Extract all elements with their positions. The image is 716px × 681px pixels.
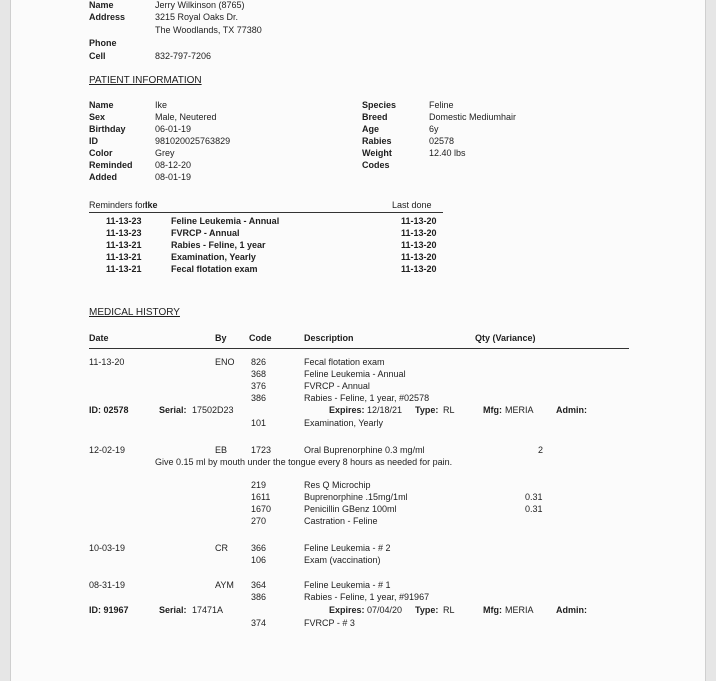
item-code: 386 [251,592,267,602]
owner-address-line2: The Woodlands, TX 77380 [155,25,262,35]
vaccine-serial-label: Serial: [159,605,187,615]
patient-value: 08-01-19 [155,172,192,182]
vaccine-type: RL [443,405,455,415]
item-code: 374 [251,618,267,628]
item-qty: 0.31 [525,492,543,502]
vaccine-admin-label: Admin: [556,605,587,615]
item-code: 376 [251,381,267,391]
column-header-date: Date [89,333,109,343]
patient-value: Male, Neutered [155,112,217,122]
item-description: Examination, Yearly [304,418,384,428]
reminder-desc: FVRCP - Annual [171,228,240,238]
reminder-date: 11-13-21 [106,240,142,250]
owner-phone-label: Phone [89,38,117,48]
reminder-last-done: 11-13-20 [401,264,437,274]
visit-date: 11-13-20 [89,357,125,367]
owner-name: Jerry Wilkinson (8765) [155,0,245,10]
patient-value: 981020025763829 [155,136,231,146]
patient-value: 6y [429,124,439,134]
patient-label: ID [89,136,98,146]
item-qty: 0.31 [525,504,543,514]
column-header-qty: Qty (Variance) [475,333,536,343]
vaccine-id: ID: 02578 [89,405,129,415]
patient-value: Domestic Mediumhair [429,112,517,122]
patient-value: 02578 [429,136,455,146]
vaccine-type: RL [443,605,455,615]
vaccine-type-label: Type: [415,605,439,615]
patient-value: 06-01-19 [155,124,192,134]
document-page [10,0,706,681]
reminder-desc: Feline Leukemia - Annual [171,216,280,226]
owner-cell: 832-797-7206 [155,51,212,61]
reminder-last-done: 11-13-20 [401,228,437,238]
patient-value: 12.40 lbs [429,148,466,158]
visit-date: 10-03-19 [89,543,126,553]
item-description: Feline Leukemia - # 1 [304,580,391,590]
visit-note: Give 0.15 ml by mouth under the tongue every 8 hours as needed for pain. [155,457,453,467]
visit-date: 12-02-19 [89,445,126,455]
item-description: Feline Leukemia - # 2 [304,543,391,553]
reminders-header-name: Ike [145,200,158,210]
item-code: 101 [251,418,267,428]
reminder-date: 11-13-21 [106,264,142,274]
patient-value: Feline [429,100,454,110]
reminder-desc: Fecal flotation exam [171,264,258,274]
reminder-desc: Rabies - Feline, 1 year [171,240,266,250]
reminders-header-label: Reminders for: [89,200,149,210]
item-description: Rabies - Feline, 1 year, #91967 [304,592,430,602]
patient-label: Reminded [89,160,133,170]
reminders-last-done-label: Last done [392,200,432,210]
column-header-code: Code [249,333,272,343]
reminder-date: 11-13-23 [106,228,142,238]
item-description: Feline Leukemia - Annual [304,369,406,379]
patient-label: Sex [89,112,106,122]
owner-address-label: Address [89,12,126,22]
item-code: 364 [251,580,267,590]
visit-date: 08-31-19 [89,580,126,590]
item-description: Fecal flotation exam [304,357,385,367]
vaccine-serial: 17502D23 [192,405,234,415]
reminders-divider [89,212,443,213]
vaccine-id: ID: 91967 [89,605,129,615]
vaccine-expires: 07/04/20 [367,605,403,615]
patient-label: Codes [362,160,390,170]
vaccine-expires-label: Expires: [329,405,365,415]
vaccine-serial-label: Serial: [159,405,187,415]
reminder-last-done: 11-13-20 [401,240,437,250]
item-code: 1611 [251,492,271,502]
patient-label: Name [89,100,114,110]
patient-label: Rabies [362,136,392,146]
item-description: Res Q Microchip [304,480,371,490]
visit-by: ENO [215,357,235,367]
vaccine-admin-label: Admin: [556,405,587,415]
item-description: FVRCP - Annual [304,381,370,391]
owner-address-line1: 3215 Royal Oaks Dr. [155,12,239,22]
item-description: Penicillin GBenz 100ml [304,504,397,514]
item-code: 826 [251,357,267,367]
item-code: 366 [251,543,267,553]
visit-by: CR [215,543,228,553]
reminder-last-done: 11-13-20 [401,252,437,262]
item-qty: 2 [538,445,544,455]
patient-label: Birthday [89,124,126,134]
patient-value: Grey [155,148,175,158]
reminder-date: 11-13-23 [106,216,142,226]
patient-label: Species [362,100,397,110]
vaccine-mfg-label: Mfg: [483,405,502,415]
patient-label: Breed [362,112,388,122]
visit-by: EB [215,445,228,455]
item-description: Buprenorphine .15mg/1ml [304,492,408,502]
vaccine-mfg: MERIA [505,405,534,415]
reminder-desc: Examination, Yearly [171,252,256,262]
item-code: 1670 [251,504,272,514]
column-header-description: Description [304,333,354,343]
item-code: 106 [251,555,267,565]
patient-label: Color [89,148,113,158]
item-code: 1723 [251,445,272,455]
patient-label: Age [362,124,380,134]
history-divider [89,348,629,349]
patient-label: Weight [362,148,392,158]
vaccine-expires-label: Expires: [329,605,365,615]
reminder-date: 11-13-21 [106,252,142,262]
vaccine-serial: 17471A [192,605,224,615]
item-code: 270 [251,516,267,526]
item-code: 219 [251,480,267,490]
owner-cell-label: Cell [89,51,106,61]
reminder-last-done: 11-13-20 [401,216,437,226]
vaccine-expires: 12/18/21 [367,405,403,415]
column-header-by: By [215,333,227,343]
item-description: Exam (vaccination) [304,555,381,565]
patient-value: 08-12-20 [155,160,192,170]
vaccine-mfg: MERIA [505,605,534,615]
item-description: Oral Buprenorphine 0.3 mg/ml [304,445,425,455]
patient-label: Added [89,172,117,182]
item-description: FVRCP - # 3 [304,618,355,628]
visit-by: AYM [215,580,234,590]
item-code: 368 [251,369,267,379]
history-section-title: MEDICAL HISTORY [89,307,180,318]
item-code: 386 [251,393,267,403]
vaccine-type-label: Type: [415,405,439,415]
patient-section-title: PATIENT INFORMATION [89,75,202,86]
patient-value: Ike [155,100,168,110]
owner-name-label: Name [89,0,114,10]
item-description: Rabies - Feline, 1 year, #02578 [304,393,430,403]
item-description: Castration - Feline [304,516,378,526]
vaccine-mfg-label: Mfg: [483,605,502,615]
